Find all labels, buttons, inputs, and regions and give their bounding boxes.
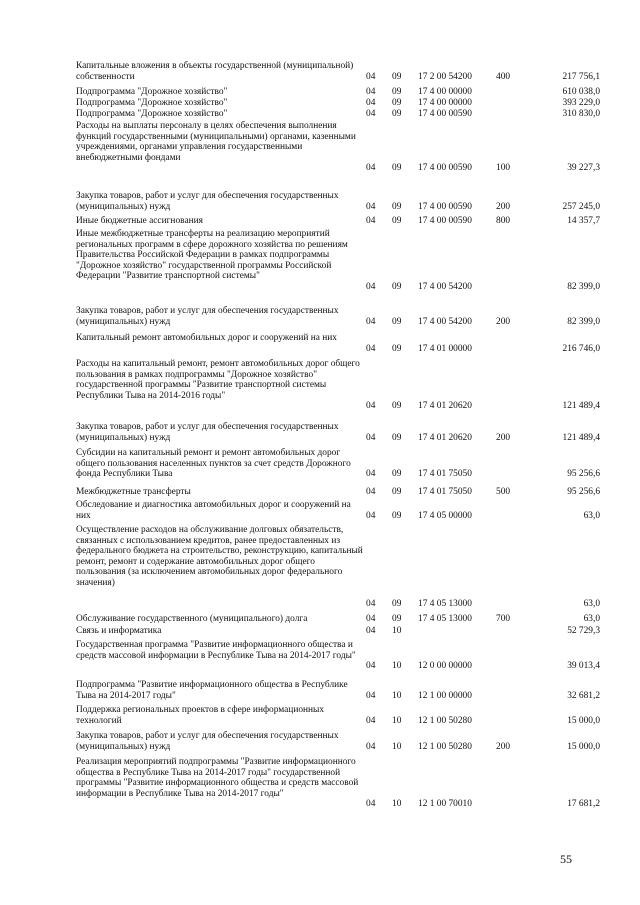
row-target-article: 12 1 00 50280 — [418, 715, 472, 726]
row-subsection-code: 10 — [392, 715, 402, 726]
row-description: Иные межбюджетные трансферты на реализацию мероприятий региональных программ в сфере дорожного хозяйства по решениям Правительства Российской Федерации в рамках подпрограммы "Дорожное хозяйство" государственной программы Российской Федерации "Развитие транспортной системы" — [76, 229, 348, 281]
row-subsection-code: 09 — [392, 316, 402, 327]
row-subsection-code: 09 — [392, 201, 402, 212]
row-description: Субсидии на капитальный ремонт и ремонт автомобильных дорог общего пользования населенных пунктов за счет средств Дорожного фонда Республики Тыва — [76, 448, 351, 479]
row-section-code: 04 — [366, 598, 376, 609]
row-amount: 17 681,2 — [567, 799, 600, 809]
row-amount: 310 830,0 — [562, 109, 600, 119]
row-subsection-code: 10 — [392, 626, 402, 636]
row-target-article: 17 4 00 00590 — [418, 201, 472, 212]
row-expense-type: 200 — [496, 741, 511, 752]
row-target-article: 17 4 00 00590 — [418, 216, 472, 226]
table-row — [0, 680, 640, 701]
row-target-article: 17 4 01 20620 — [418, 432, 472, 443]
row-amount: 39 013,4 — [567, 661, 600, 671]
row-subsection-code: 09 — [392, 98, 402, 108]
row-description: Подпрограмма "Дорожное хозяйство" — [76, 109, 228, 119]
row-subsection-code: 09 — [392, 216, 402, 226]
row-description: Закупка товаров, работ и услуг для обеспечения государственных (муниципальных) нужд — [76, 731, 339, 752]
page-number: 55 — [560, 852, 572, 866]
row-amount: 63,0 — [583, 510, 600, 521]
row-subsection-code: 09 — [392, 87, 402, 97]
row-target-article: 17 4 00 00000 — [418, 87, 472, 97]
row-description: Государственная программа "Развитие информационного общества и средств массовой информации в Республике Тыва на 2014-2017 годы" — [76, 640, 356, 661]
row-section-code: 04 — [366, 715, 376, 726]
row-section-code: 04 — [366, 343, 376, 354]
row-section-code: 04 — [366, 690, 376, 701]
row-expense-type: 800 — [496, 216, 511, 226]
row-target-article: 17 4 05 13000 — [418, 598, 472, 609]
row-expense-type: 700 — [496, 614, 511, 624]
row-target-article: 12 0 00 00000 — [418, 661, 472, 671]
row-section-code: 04 — [366, 510, 376, 521]
row-subsection-code: 09 — [392, 109, 402, 119]
table-row — [0, 98, 640, 109]
row-description: Капитальные вложения в объекты государственной (муниципальной) собственности — [76, 61, 354, 82]
row-amount: 39 227,3 — [567, 163, 600, 173]
row-subsection-code: 09 — [392, 614, 402, 624]
row-section-code: 04 — [366, 614, 376, 624]
table-row — [0, 626, 640, 637]
table-row — [0, 109, 640, 120]
row-section-code: 04 — [366, 71, 376, 82]
row-target-article: 17 2 00 54200 — [418, 71, 472, 82]
row-expense-type: 500 — [496, 487, 511, 497]
table-row — [0, 61, 640, 82]
row-description: Межбюджетные трансферты — [76, 487, 191, 497]
row-section-code: 04 — [366, 741, 376, 752]
row-amount: 82 399,0 — [567, 281, 600, 292]
row-target-article: 17 4 01 20620 — [418, 401, 472, 411]
row-target-article: 17 4 01 75050 — [418, 487, 472, 497]
table-row — [0, 448, 640, 480]
table-row — [0, 487, 640, 498]
row-section-code: 04 — [366, 626, 376, 636]
row-section-code: 04 — [366, 401, 376, 411]
table-row — [0, 500, 640, 521]
row-subsection-code: 09 — [392, 343, 402, 354]
table-row — [0, 705, 640, 726]
row-description: Закупка товаров, работ и услуг для обеспечения государственных (муниципальных) нужд — [76, 191, 339, 212]
row-subsection-code: 09 — [392, 469, 402, 479]
row-description: Капитальный ремонт автомобильных дорог и сооружений на них — [76, 333, 337, 343]
row-subsection-code: 10 — [392, 690, 402, 701]
row-amount: 95 256,6 — [567, 469, 600, 479]
row-expense-type: 200 — [496, 432, 511, 443]
table-row — [0, 121, 640, 174]
row-amount: 393 229,0 — [562, 98, 600, 108]
table-row — [0, 640, 640, 672]
row-section-code: 04 — [366, 661, 376, 671]
row-target-article: 17 4 00 00000 — [418, 98, 472, 108]
row-subsection-code: 09 — [392, 281, 402, 292]
table-row — [0, 333, 640, 354]
row-section-code: 04 — [366, 98, 376, 108]
row-description: Поддержка региональных проектов в сфере информационных технологий — [76, 705, 325, 726]
table-row — [0, 614, 640, 625]
row-subsection-code: 09 — [392, 71, 402, 82]
row-subsection-code: 10 — [392, 741, 402, 752]
table-row — [0, 731, 640, 752]
row-section-code: 04 — [366, 216, 376, 226]
row-section-code: 04 — [366, 799, 376, 809]
row-target-article: 17 4 01 00000 — [418, 343, 472, 354]
row-section-code: 04 — [366, 87, 376, 97]
row-amount: 257 245,0 — [562, 201, 600, 212]
row-subsection-code: 09 — [392, 432, 402, 443]
row-description: Подпрограмма "Развитие информационного общества в Республике Тыва на 2014-2017 годы" — [76, 680, 348, 701]
row-section-code: 04 — [366, 201, 376, 212]
row-target-article: 12 1 00 50280 — [418, 741, 472, 752]
row-section-code: 04 — [366, 432, 376, 443]
row-section-code: 04 — [366, 487, 376, 497]
row-subsection-code: 09 — [392, 163, 402, 173]
table-row — [0, 359, 640, 412]
row-amount: 63,0 — [583, 598, 600, 609]
row-amount: 63,0 — [583, 614, 600, 624]
row-target-article: 17 4 00 54200 — [418, 281, 472, 292]
table-row — [0, 757, 640, 810]
row-subsection-code: 09 — [392, 598, 402, 609]
row-description: Связь и информатика — [76, 626, 162, 636]
table-row — [0, 306, 640, 327]
row-amount: 52 729,3 — [567, 626, 600, 636]
row-subsection-code: 09 — [392, 487, 402, 497]
row-amount: 32 681,2 — [567, 690, 600, 701]
row-subsection-code: 09 — [392, 401, 402, 411]
row-description: Закупка товаров, работ и услуг для обеспечения государственных (муниципальных) нужд — [76, 306, 339, 327]
row-description: Обследование и диагностика автомобильных дорог и сооружений на них — [76, 500, 351, 521]
row-target-article: 17 4 01 75050 — [418, 469, 472, 479]
row-target-article: 17 4 05 13000 — [418, 614, 472, 624]
table-row — [0, 216, 640, 227]
row-amount: 121 489,4 — [562, 432, 600, 443]
row-amount: 217 756,1 — [562, 71, 600, 82]
row-target-article: 17 4 00 00590 — [418, 163, 472, 173]
row-description: Подпрограмма "Дорожное хозяйство" — [76, 98, 228, 108]
row-section-code: 04 — [366, 109, 376, 119]
row-target-article: 12 1 00 00000 — [418, 690, 472, 701]
row-description: Реализация мероприятий подпрограммы "Развитие информационного общества в Республике Тыва на 2014-2017 годы" государственной программы "Развитие информационного общества и средств массовой информации в Республике Тыва на 2014-2017 годы" — [76, 757, 359, 799]
row-expense-type: 200 — [496, 201, 511, 212]
row-amount: 82 399,0 — [567, 316, 600, 327]
row-amount: 95 256,6 — [567, 487, 600, 497]
row-section-code: 04 — [366, 281, 376, 292]
row-description: Осуществление расходов на обслуживание долговых обязательств, связанных с использованием кредитов, ранее предоставленных из федерального бюджета на строительство, реконструкцию, капитальный ремонт, ремонт и содержание автомобильных дорог общего пользования (за исключением автомобильных дорог федерального значения) — [76, 525, 363, 588]
table-row — [0, 229, 640, 292]
table-row — [0, 525, 640, 609]
row-expense-type: 200 — [496, 316, 511, 327]
row-description: Обслуживание государственного (муниципального) долга — [76, 614, 308, 624]
row-section-code: 04 — [366, 469, 376, 479]
row-amount: 15 000,0 — [567, 741, 600, 752]
row-amount: 610 038,0 — [562, 87, 600, 97]
table-row — [0, 191, 640, 212]
row-amount: 14 357,7 — [567, 216, 600, 226]
row-expense-type: 100 — [496, 163, 511, 173]
row-amount: 15 000,0 — [567, 715, 600, 726]
row-subsection-code: 10 — [392, 799, 402, 809]
row-amount: 216 746,0 — [562, 343, 600, 354]
row-description: Расходы на выплаты персоналу в целях обеспечения выполнения функций государственными (муниципальными) органами, казенными учреждениями, органами управления государственными внебюджетными фондами — [76, 121, 356, 163]
row-target-article: 17 4 00 54200 — [418, 316, 472, 327]
row-section-code: 04 — [366, 163, 376, 173]
row-target-article: 12 1 00 70010 — [418, 799, 472, 809]
row-target-article: 17 4 05 00000 — [418, 510, 472, 521]
row-description: Расходы на капитальный ремонт, ремонт автомобильных дорог общего пользования в рамках подпрограммы "Дорожное хозяйство" государственной программы "Развитие транспортной системы Республики Тыва на 2014-2016 годы" — [76, 359, 360, 401]
row-description: Иные бюджетные ассигнования — [76, 216, 203, 226]
row-subsection-code: 09 — [392, 510, 402, 521]
row-description: Подпрограмма "Дорожное хозяйство" — [76, 87, 228, 97]
row-target-article: 17 4 00 00590 — [418, 109, 472, 119]
row-expense-type: 400 — [496, 71, 511, 82]
row-description: Закупка товаров, работ и услуг для обеспечения государственных (муниципальных) нужд — [76, 422, 339, 443]
table-row — [0, 87, 640, 98]
row-subsection-code: 10 — [392, 661, 402, 671]
row-section-code: 04 — [366, 316, 376, 327]
row-amount: 121 489,4 — [562, 401, 600, 411]
table-row — [0, 422, 640, 443]
